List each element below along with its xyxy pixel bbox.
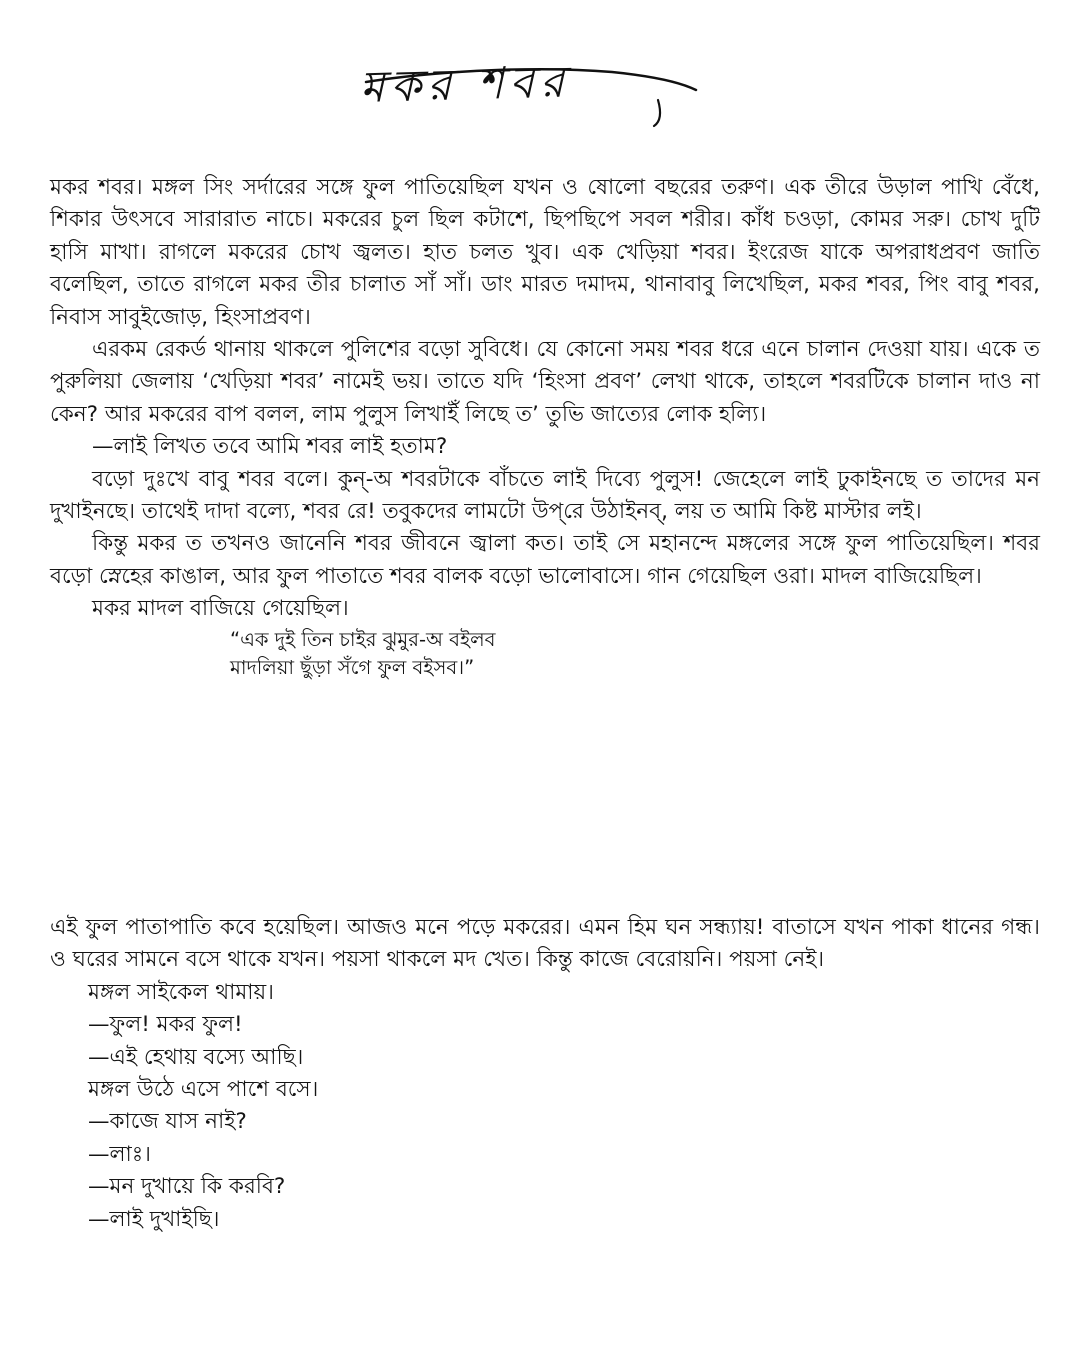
paragraph: বড়ো দুঃখে বাবু শবর বলে। কুন্-অ শবরটাকে বাঁচতে লাই দিব্যে পুলুস! জেহেলে লাই ঢুকাইনছে ত তাদের মন দুখাইনছে। তাথেই দাদা বল্যে, শবর রে! তবুকদের লামটো উপ্‌রে উঠাইনব্, লয় ত আমি কিষ্ট মাস্টার লই। [50,466,1040,525]
section-two [50,912,1040,1236]
title-block [0,52,1080,142]
dialogue-line: মঙ্গল সাইকেল থামায়। [88,979,274,1005]
dialogue-line: —লাই লিখত তবে আমি শবর লাই হতাম? [92,434,448,460]
paragraph: মকর শবর। মঙ্গল সিং সর্দারের সঙ্গে ফুল পাতিয়েছিল যখন ও ষোলো বছরের তরুণ। এক তীরে উড়াল পাখি বেঁধে, শিকার উৎসবে সারারাত নাচে। মকরের চুল ছিল কটাশে, ছিপছিপে সবল শরীর। কাঁধ চওড়া, কোমর সরু। চোখ দুটি হাসি মাখা। রাগলে মকরের চোখ জ্বলত। হাত চলত খুব। এক খেড়িয়া শবর। ইংরেজ যাকে অপরাধপ্রবণ জাতি বলেছিল, তাতে রাগলে মকর তীর চালাত সাঁ সাঁ। ডাং মারত দমাদম, থানাবাবু লিখেছিল, মকর শবর, পিং বাবু শবর, নিবাস সাবুইজোড়, হিংসাপ্রবণ। [50,175,1040,330]
paragraph: এই ফুল পাতাপাতি কবে হয়েছিল। আজও মনে পড়ে মকরের। এমন হিম ঘন সন্ধ্যায়! বাতাসে যখন পাকা ধানের গন্ধ। ও ঘরের সামনে বসে থাকে যখন। পয়সা থাকলে মদ খেত। কিন্তু কাজে বেরোয়নি। পয়সা নেই। [50,915,1040,973]
dialogue-line: মঙ্গল উঠে এসে পাশে বসে। [88,1077,319,1103]
dialogue-line: —লাই দুখাইছি। [88,1206,220,1232]
song-verse-line: “এক দুই তিন চাইর ঝুমুর-অ বইলব [230,627,496,651]
paragraph: মকর মাদল বাজিয়ে গেয়েছিল। [92,596,349,622]
dialogue-line: —এই হেথায় বস্যে আছি। [88,1044,304,1070]
dialogue-line: —মন দুখায়ে কি করবি? [88,1174,286,1200]
page-title: মকর শবর [359,56,571,113]
paragraph: কিন্তু মকর ত তখনও জানেনি শবর জীবনে জ্বালা কত। তাই সে মহানন্দে মঙ্গলের সঙ্গে ফুল পাতিয়েছিল। শবর বড়ো স্নেহের কাঙাল, আর ফুল পাতাতে শবর বালক বড়ো ভালোবাসে। গান গেয়েছিল ওরা। মাদল বাজিয়েছিল। [50,531,1040,589]
paragraph: এরকম রেকর্ড থানায় থাকলে পুলিশের বড়ো সুবিধে। যে কোনো সময় শবর ধরে এনে চালান দেওয়া যায়। একে ত পুরুলিয়া জেলায় ‘খেড়িয়া শবর’ নামেই ভয়। তাতে যদি ‘হিংসা প্রবণ’ লেখা থাকে, তাহলে শবরটিকে চালান দাও না কেন? আর মকরের বাপ বলল, লাম পুলুস লিখাইঁ লিছে ত’ তুভি জাত্যের লোক হল্যি। [50,337,1040,427]
dialogue-line: —ফুল! মকর ফুল! [88,1012,243,1038]
dialogue-line: —কাজে যাস নাই? [88,1109,247,1135]
section-one [50,172,1040,682]
dialogue-line: —লাঃ। [88,1141,151,1167]
song-verse-line: মাদলিয়া ছুঁড়া সঁগে ফুল বইসব।” [230,655,475,679]
